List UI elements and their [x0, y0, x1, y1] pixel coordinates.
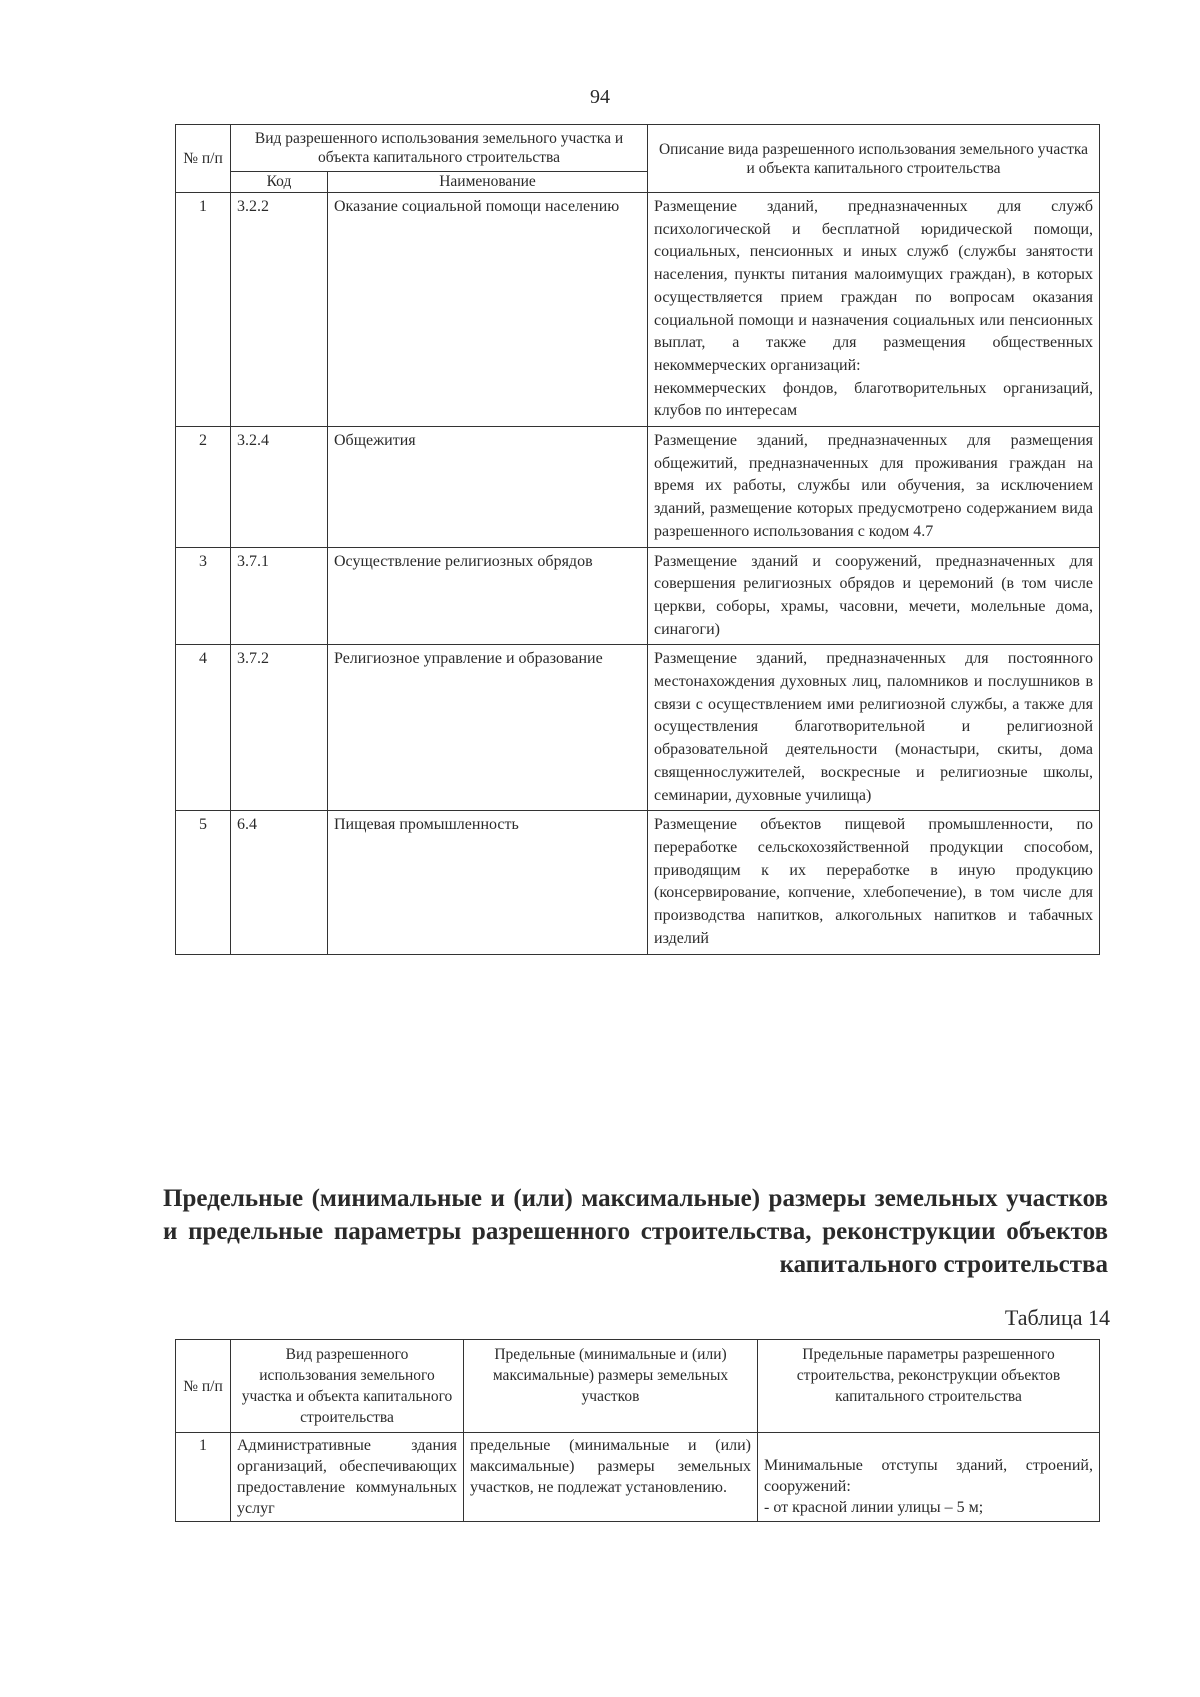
row-code: 3.7.1	[231, 547, 328, 645]
limits-table	[175, 1339, 1100, 1522]
table-row	[176, 1433, 1100, 1522]
row-name: Пищевая промышленность	[328, 811, 648, 954]
row-description: Размещение зданий и сооружений, предназначенных для совершения религиозных обрядов и церемоний (в том числе церкви, соборы, храмы, часовни, мечети, молельные дома, синагоги)	[648, 547, 1100, 645]
row-kind: Административные здания организаций, обеспечивающих предоставление коммунальных услуг	[231, 1433, 464, 1522]
row-params-line2: - от красной линии улицы – 5 м;	[764, 1499, 984, 1516]
page-number: 94	[590, 86, 610, 108]
header-kind: Вид разрешенного использования земельного участка и объекта капитального строительства	[231, 1340, 464, 1433]
row-name: Осуществление религиозных обрядов	[328, 547, 648, 645]
table-row	[176, 427, 1100, 548]
row-description-extra: некоммерческих фондов, благотворительных организаций, клубов по интересам	[654, 379, 1094, 420]
table-row	[176, 547, 1100, 645]
row-code: 3.2.2	[231, 193, 328, 427]
table-header-row	[176, 1340, 1100, 1433]
row-num: 4	[176, 645, 231, 811]
header-sizes: Предельные (минимальные и (или) максимальные) размеры земельных участков	[464, 1340, 758, 1433]
header-num: № п/п	[176, 1340, 231, 1433]
header-kind-group: Вид разрешенного использования земельного участка и объекта капитального строительства	[231, 125, 648, 172]
section-title: Предельные (минимальные и (или) максимальные) размеры земельных участков и предельные параметры разрешенного строительства, реконструкции объектов капитального строительства	[163, 1185, 1108, 1278]
row-num: 3	[176, 547, 231, 645]
row-sizes: предельные (минимальные и (или) максимальные) размеры земельных участков, не подлежат установлению.	[464, 1433, 758, 1522]
row-num: 1	[176, 193, 231, 427]
land-use-table	[175, 124, 1100, 955]
row-code: 3.7.2	[231, 645, 328, 811]
row-description: Размещение зданий, предназначенных для размещения общежитий, предназначенных для проживания граждан на время их работы, службы или обучения, за исключением зданий, размещение которых предусмотрено содержанием вида разрешенного использования с кодом 4.7	[648, 427, 1100, 548]
row-code: 6.4	[231, 811, 328, 954]
row-name: Религиозное управление и образование	[328, 645, 648, 811]
row-num: 1	[176, 1433, 231, 1522]
row-description: Размещение зданий, предназначенных для постоянного местонахождения духовных лиц, паломников и послушников в связи с осуществлением ими религиозной службы, а также для осуществления благотворительной и религиозной образовательной деятельности (монастыри, скиты, дома священнослужителей, воскресные и религиозные школы, семинарии, духовные училища)	[648, 645, 1100, 811]
row-num: 5	[176, 811, 231, 954]
table-row	[176, 193, 1100, 427]
row-params	[758, 1433, 1100, 1522]
table-label: Таблица 14	[1004, 1305, 1110, 1330]
header-code: Код	[231, 172, 328, 193]
row-num: 2	[176, 427, 231, 548]
header-description: Описание вида разрешенного использования земельного участка и объекта капитального строительства	[648, 125, 1100, 193]
row-name: Оказание социальной помощи населению	[328, 193, 648, 427]
table-row	[176, 811, 1100, 954]
row-code: 3.2.4	[231, 427, 328, 548]
row-description: Размещение объектов пищевой промышленности, по переработке сельскохозяйственной продукции способом, приводящим к их переработке в иную продукцию (консервирование, копчение, хлебопечение), в том числе для производства напитков, алкогольных напитков и табачных изделий	[648, 811, 1100, 954]
header-params: Предельные параметры разрешенного строительства, реконструкции объектов капитального строительства	[758, 1340, 1100, 1433]
row-description-main: Размещение зданий, предназначенных для служб психологической и бесплатной юридической помощи, социальных, пенсионных и иных служб (службы занятости населения, пункты питания малоимущих граждан), в которых осуществляется прием граждан по вопросам оказания социальной помощи и назначения социальных или пенсионных выплат, а также для размещения общественных некоммерческих организаций:	[654, 198, 1094, 374]
header-name: Наименование	[328, 172, 648, 193]
table-header-row	[176, 125, 1100, 172]
table-row	[176, 645, 1100, 811]
row-name: Общежития	[328, 427, 648, 548]
header-num: № п/п	[176, 125, 231, 193]
row-params-line1: Минимальные отступы зданий, строений, сооружений:	[764, 1457, 1093, 1495]
row-description	[648, 193, 1100, 427]
